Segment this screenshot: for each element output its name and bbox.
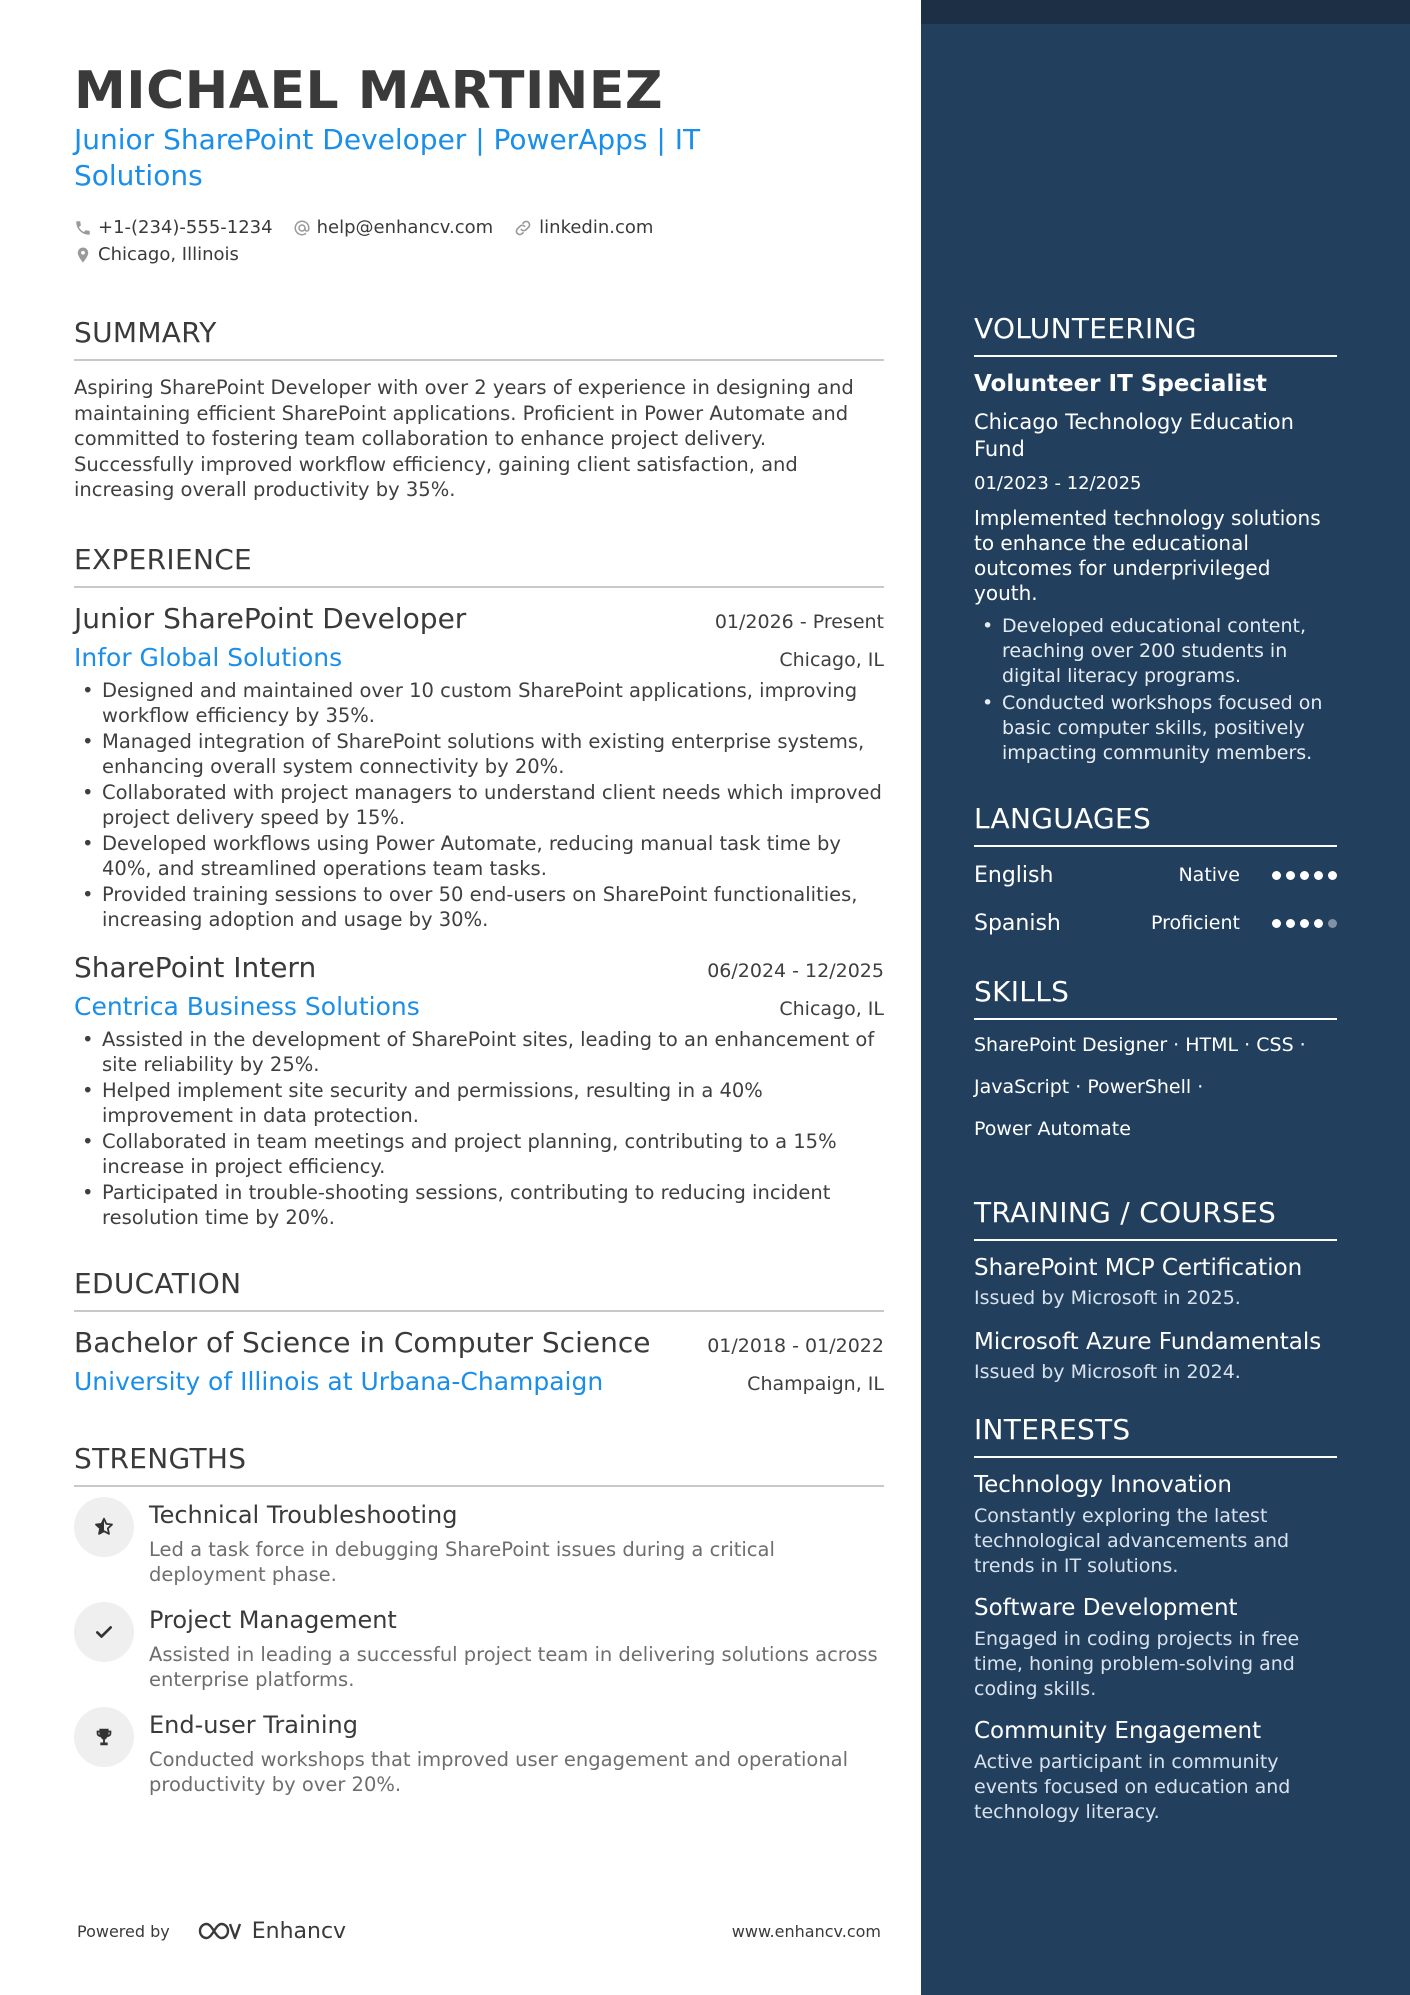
degree: Bachelor of Science in Computer Science [74, 1325, 651, 1359]
phone-contact[interactable] [74, 217, 273, 238]
language-row [974, 851, 1337, 899]
bullet-item: • Developed educational content, reaching over 200 students in digital literacy programs. [1002, 614, 1337, 689]
course-item [974, 1329, 1337, 1383]
job-date: 06/2024 - 12/2025 [707, 959, 884, 982]
phone-icon [74, 219, 92, 237]
section-title-training: TRAINING / COURSES [974, 1196, 1337, 1241]
volunteer-desc: Implemented technology solutions to enhance the educational outcomes for underprivileged youth. [974, 506, 1321, 605]
phone-text: +1-(234)-555-1234 [98, 217, 273, 238]
job-location: Chicago, IL [779, 648, 884, 671]
interest-title: Technology Innovation [974, 1472, 1232, 1498]
strength-item [74, 1711, 884, 1798]
powered-by-label: Powered by [77, 1921, 170, 1941]
strength-item [74, 1501, 884, 1588]
rating-dot [1272, 919, 1281, 928]
interest-title: Software Development [974, 1595, 1238, 1621]
job-date: 01/2026 - Present [714, 610, 884, 633]
trophy-icon [74, 1707, 134, 1767]
checkmark-icon [74, 1602, 134, 1662]
rating-dot [1328, 919, 1337, 928]
strength-title: End-user Training [149, 1710, 358, 1739]
sidebar [921, 0, 1410, 1995]
course-desc: Issued by Microsoft in 2025. [974, 1287, 1241, 1309]
bullet-item: • Collaborated in team meetings and project planning, contributing to a 15% increase in project efficiency. [102, 1129, 884, 1180]
linkedin-text: linkedin.com [539, 217, 654, 238]
rating-dot [1328, 871, 1337, 880]
languages-section [974, 802, 1337, 947]
section-title-education: EDUCATION [74, 1267, 884, 1312]
rating-dot [1314, 871, 1323, 880]
bullet-item: • Developed workflows using Power Automate, reducing manual task time by 40%, and streamlined operations team tasks. [102, 831, 884, 882]
job-company[interactable]: Infor Global Solutions [74, 642, 343, 672]
language-name: Spanish [974, 910, 1061, 936]
rating-dot [1314, 919, 1323, 928]
contact-info [74, 214, 884, 268]
school-name[interactable]: University of Illinois at Urbana-Champaign [74, 1366, 604, 1396]
bullet-item: • Collaborated with project managers to understand client needs which improved project delivery speed by 15%. [102, 780, 884, 831]
section-title-experience: EXPERIENCE [74, 543, 884, 588]
section-title-skills: SKILLS [974, 975, 1337, 1020]
job-bullets [74, 1027, 884, 1231]
job-entry [74, 602, 884, 933]
education-location: Champaign, IL [747, 1372, 884, 1395]
interest-title: Community Engagement [974, 1718, 1262, 1744]
language-rating [1272, 919, 1337, 928]
job-bullets [74, 678, 884, 933]
skills-line: Power Automate [974, 1118, 1131, 1140]
language-row [974, 899, 1337, 947]
course-title: Microsoft Azure Fundamentals [974, 1329, 1322, 1355]
skills-line: JavaScript · PowerShell · [974, 1076, 1204, 1098]
section-title-strengths: STRENGTHS [74, 1442, 884, 1487]
candidate-name: MICHAEL MARTINEZ [74, 61, 664, 121]
summary-text: Aspiring SharePoint Developer with over 2 years of experience in designing and maintaining efficient SharePoint applications. Proficient in Power Automate and committed to fostering team collaboration to enhance project delivery. Successfully improved workflow efficiency, gaining client satisfaction, and increasing overall productivity by 35%. [74, 376, 854, 501]
rating-dot [1300, 919, 1309, 928]
footer [77, 1916, 881, 1946]
strength-title: Project Management [149, 1605, 397, 1634]
linkedin-contact[interactable] [513, 217, 653, 238]
interest-desc: Constantly exploring the latest technological advancements and trends in IT solutions. [974, 1505, 1290, 1577]
skills-line: SharePoint Designer · HTML · CSS · [974, 1034, 1306, 1056]
interest-item [974, 1595, 1337, 1702]
website-link[interactable]: www.enhancv.com [731, 1921, 881, 1941]
strength-desc: Conducted workshops that improved user engagement and operational productivity by over 20%. [149, 1747, 849, 1796]
bullet-item: • Managed integration of SharePoint solutions with existing enterprise systems, enhancing overall system connectivity by 20%. [102, 729, 884, 780]
rating-dot [1300, 871, 1309, 880]
email-text: help@enhancv.com [316, 217, 494, 238]
experience-section [74, 543, 884, 1231]
location-pin-icon [74, 245, 92, 265]
strength-item [74, 1606, 884, 1693]
summary-section [74, 316, 884, 503]
interest-item [974, 1718, 1337, 1825]
bullet-item: • Conducted workshops focused on basic computer skills, positively impacting community members. [1002, 691, 1337, 766]
job-role: Junior SharePoint Developer [74, 601, 467, 635]
interest-desc: Active participant in community events focused on education and technology literacy. [974, 1751, 1291, 1823]
interests-section [974, 1413, 1337, 1825]
interest-item [974, 1472, 1337, 1579]
bullet-item: • Provided training sessions to over 50 end-users on SharePoint functionalities, increasing adoption and usage by 30%. [102, 882, 884, 933]
bullet-item: • Assisted in the development of SharePoint sites, leading to an enhancement of site reliability by 25%. [102, 1027, 884, 1078]
location-contact [74, 244, 239, 265]
section-title-volunteering: VOLUNTEERING [974, 312, 1337, 357]
education-date: 01/2018 - 01/2022 [707, 1334, 884, 1357]
location-text: Chicago, Illinois [98, 244, 239, 265]
job-entry [74, 951, 884, 1231]
link-icon [513, 218, 533, 238]
main-column [74, 58, 884, 1816]
volunteer-org: Chicago Technology Education Fund [974, 410, 1294, 461]
enhancv-logo[interactable] [196, 1919, 346, 1944]
volunteer-bullets [974, 614, 1337, 766]
language-rating [1272, 871, 1337, 880]
sidebar-top-bar [921, 0, 1410, 24]
at-icon [293, 219, 311, 237]
rating-dot [1272, 871, 1281, 880]
course-desc: Issued by Microsoft in 2024. [974, 1361, 1241, 1383]
rating-dot [1286, 919, 1295, 928]
section-title-interests: INTERESTS [974, 1413, 1337, 1458]
sidebar-content [974, 312, 1337, 1861]
bullet-item: • Designed and maintained over 10 custom SharePoint applications, improving workflow efficiency by 35%. [102, 678, 884, 729]
language-name: English [974, 862, 1054, 888]
volunteer-date: 01/2023 - 12/2025 [974, 473, 1142, 494]
enhancv-logo-icon [196, 1919, 242, 1943]
job-company[interactable]: Centrica Business Solutions [74, 991, 420, 1021]
volunteering-section [974, 312, 1337, 766]
email-contact[interactable] [293, 217, 494, 238]
job-role: SharePoint Intern [74, 950, 317, 984]
training-section [974, 1196, 1337, 1383]
strengths-section [74, 1442, 884, 1798]
strength-desc: Assisted in leading a successful project team in delivering solutions across enterprise platforms. [149, 1642, 878, 1691]
strength-desc: Led a task force in debugging SharePoint issues during a critical deployment phase. [149, 1537, 775, 1586]
bullet-item: • Helped implement site security and permissions, resulting in a 40% improvement in data protection. [102, 1078, 884, 1129]
section-title-summary: SUMMARY [74, 316, 884, 361]
course-title: SharePoint MCP Certification [974, 1255, 1303, 1281]
brand-name: Enhancv [251, 1918, 347, 1944]
strength-title: Technical Troubleshooting [149, 1500, 458, 1529]
star-icon [74, 1497, 134, 1557]
course-item [974, 1255, 1337, 1309]
education-section [74, 1267, 884, 1396]
section-title-languages: LANGUAGES [974, 802, 1337, 847]
language-level: Native [1178, 864, 1240, 886]
headline: Junior SharePoint Developer | PowerApps | IT Solutions [74, 123, 701, 192]
bullet-item: • Participated in trouble-shooting sessions, contributing to reducing incident resolution time by 20%. [102, 1180, 884, 1231]
rating-dot [1286, 871, 1295, 880]
interest-desc: Engaged in coding projects in free time, honing problem-solving and coding skills. [974, 1628, 1300, 1700]
language-level: Proficient [1150, 912, 1240, 934]
skills-section [974, 975, 1337, 1150]
job-location: Chicago, IL [779, 997, 884, 1020]
volunteer-role: Volunteer IT Specialist [974, 371, 1267, 397]
